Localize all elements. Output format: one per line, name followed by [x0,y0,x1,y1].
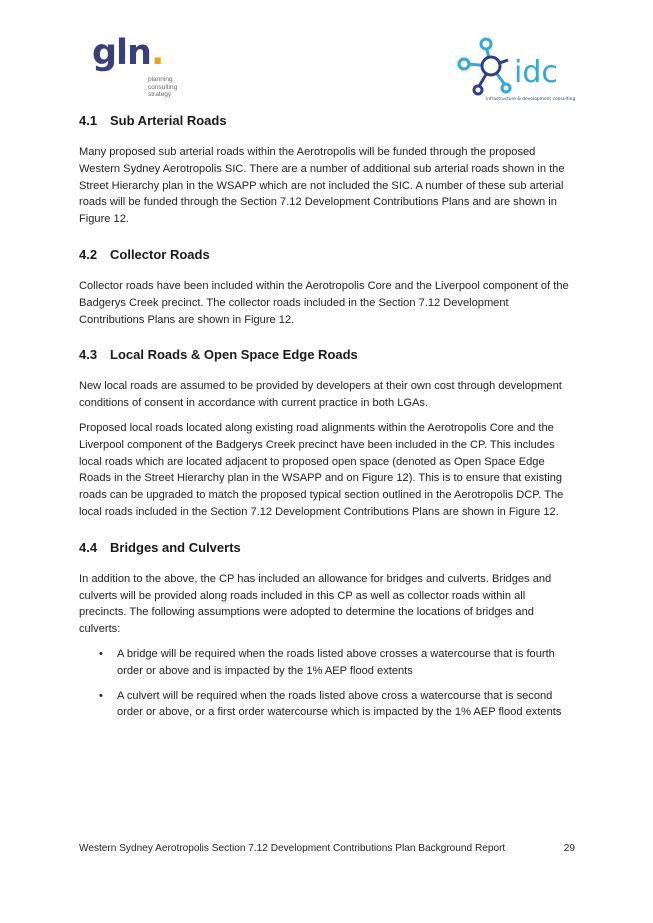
gln-logo [92,33,178,98]
idc-logo [456,36,586,104]
bullet-icon: • [99,689,103,702]
page-number: 29 [563,843,575,854]
gln-logo-wordmark: gln. [92,33,164,73]
footer-title: Western Sydney Aerotropolis Section 7.12 Development Contributions Plan Background Report [79,843,506,854]
assumptions-list [79,646,575,721]
list-item: • A culvert will be required when the roads listed above cross a watercourse that is second order or above, or a first order watercourse which is impacted by the 1% AEP flood extents [99,689,562,719]
idc-logo-wordmark: idc [514,55,558,90]
section-collector-roads [79,246,575,328]
section-sub-arterial-roads [79,112,575,228]
report-body [79,112,575,739]
section-paragraph: In addition to the above, the CP has included an allowance for bridges and culverts. Bridges and culverts will be provided along roads included in this CP as well as collector roads within all precincts. The following assumptions were adopted to determine the locations of bridges and culverts: [79,572,552,636]
bullet-icon: • [99,647,103,660]
section-heading: 4.2 Collector Roads [79,246,210,262]
section-paragraph: Proposed local roads located along existing road alignments within the Aerotropolis Core and the Liverpool component of the Badgerys Creek precinct have been included in the CP. This includes local roads which are located adjacent to proposed open space (denoted as Open Space Edge Roads in the Street Hierarchy plan in the WSAPP and on Figure 12). This is to ensure that existing roads can be upgraded to match the proposed typical section outlined in the Aerotropolis DCP. The local roads included in the Section 7.12 Development Contributions Plans are shown in Figure 12. [79,421,564,518]
section-bridges-culverts [79,539,575,721]
section-heading: 4.1 Sub Arterial Roads [79,113,227,128]
section-heading: 4.4 Bridges and Culverts [79,539,241,555]
list-item: • A bridge will be required when the roads listed above crosses a watercourse that is fourth order or above and is impacted by the 1% AEP flood extents [99,647,555,677]
gln-logo-tagline: planning consulting strategy [148,76,178,98]
section-paragraph: New local roads are assumed to be provided by developers at their own cost through development conditions of consent in accordance with current practice in both LGAs. [79,380,562,410]
section-local-roads [79,346,575,520]
idc-logo-tagline: infrastructure & development consulting [486,97,576,102]
section-paragraph: Many proposed sub arterial roads within the Aerotropolis will be funded through the proposed Western Sydney Aerotropolis SIC. There are a number of additional sub arterial roads shown in the Street Hierarchy plan in the WSAPP which are not included the SIC. A number of these sub arterial roads will be funded through the Section 7.12 Development Contributions Plans and are shown in Figure 12. [79,146,565,226]
section-paragraph: Collector roads have been included within the Aerotropolis Core and the Liverpool component of the Badgerys Creek precinct. The collector roads included in the Section 7.12 Development Contributions Plans are shown in Figure 12. [79,279,569,326]
page-footer [79,843,575,854]
section-heading: 4.3 Local Roads & Open Space Edge Roads [79,347,358,363]
idc-network-icon [459,39,510,94]
